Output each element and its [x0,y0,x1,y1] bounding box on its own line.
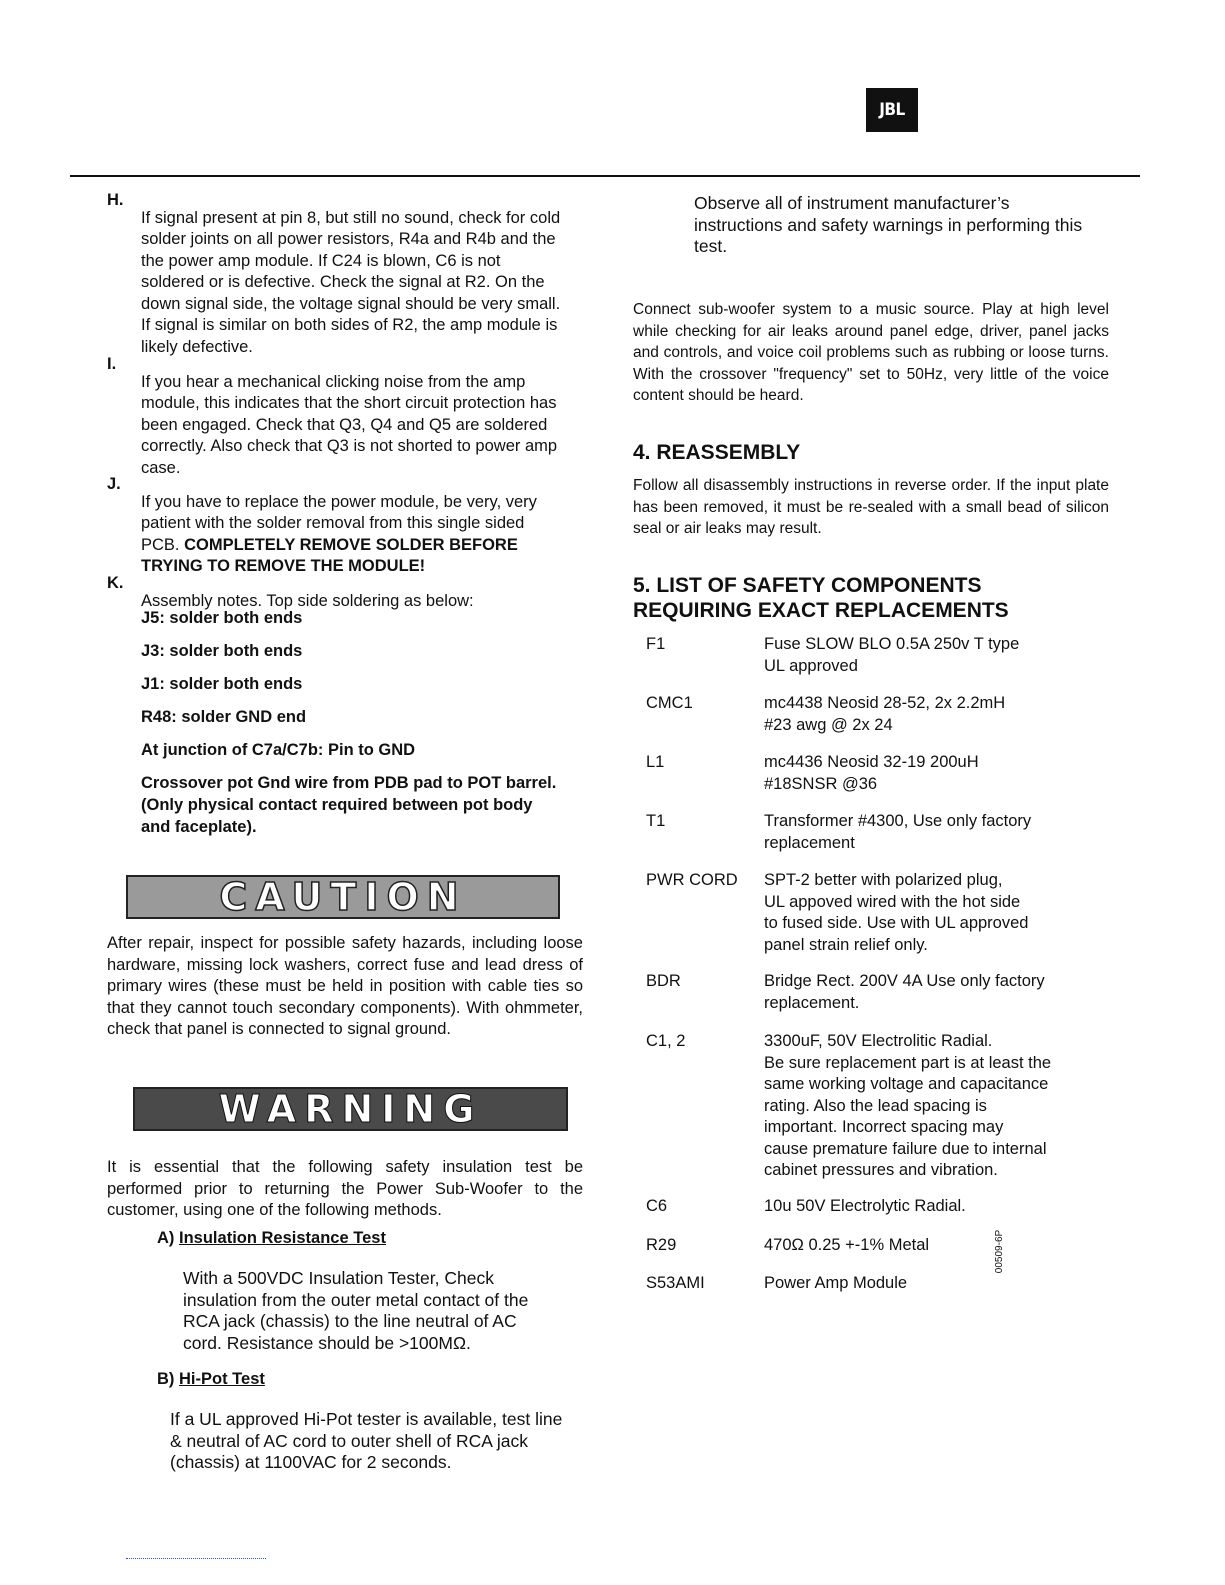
test-b-heading [157,1370,265,1389]
header-divider [70,175,1140,177]
document-code-text: 00509-6P [994,1229,1006,1273]
document-code [985,1225,1015,1277]
component-code: R29 [646,1236,677,1254]
component-code: S53AMI [646,1274,705,1292]
connect-text: Connect sub-woofer system to a music source. Play at high level while checking for air leaks around panel edge, driver, panel jacks and controls, and voice coil problems such as rubbing or loose turns. With the crossover "frequency" set to 50Hz, very little of the voice content should be heard. [633,301,1109,404]
warning-text: It is essential that the following safety insulation test be performed prior to returning the Power Sub-Woofer to the customer, using one of the following methods. [107,1158,583,1219]
safety-list-title: 5. LIST OF SAFETY COMPONENTS [633,574,982,597]
step-h-text: If signal present at pin 8, but still no sound, check for cold solder joints on all power resistors, R4a and R4b and the the power amp module. If C24 is blown, C6 is not soldered or is defective. Check the signal at R2. On the down signal side, the voltage signal should be very small. If signal is similar on both sides of R2, the amp module is likely defective. [141,208,561,356]
caution-banner: CAUTION [126,875,560,919]
test-b-prefix: B) [157,1370,175,1388]
observe-text: Observe all of instrument manufacturer’s instructions and safety warnings in performing this test. [694,193,1083,256]
test-b-text: If a UL approved Hi-Pot tester is available, test line & neutral of AC cord to outer shell of RCA jack (chassis) at 1100VAC for 2 seconds. [170,1409,563,1472]
component-desc: 470Ω 0.25 +-1% Metal [764,1236,930,1254]
assembly-note: J5: solder both ends [141,609,303,627]
assembly-note: J3: solder both ends [141,642,303,660]
footer-dotted-line [126,1558,266,1559]
safety-list-subtitle: REQUIRING EXACT REPLACEMENTS [633,599,1009,622]
test-b-title: Hi-Pot Test [179,1370,265,1388]
assembly-note: R48: solder GND end [141,708,307,726]
assembly-note: J1: solder both ends [141,675,303,693]
reassembly-text: Follow all disassembly instructions in reverse order. If the input plate has been removed, it must be re-sealed with a small bead of silicon seal or air leaks may result. [633,477,1109,537]
warning-banner: WARNING [133,1087,568,1131]
component-code: C1, 2 [646,1032,686,1050]
component-code: L1 [646,753,665,771]
component-desc: mc4436 Neosid 32-19 200uH #18SNSR @36 [764,753,979,793]
assembly-note-crossover: Crossover pot Gnd wire from PDB pad to POT barrel. (Only physical contact required between pot body and faceplate). [141,774,557,836]
step-j-label: J. [107,475,121,493]
step-i-label: I. [107,355,117,373]
component-code: CMC1 [646,694,693,712]
step-i-text: If you hear a mechanical clicking noise from the amp module, this indicates that the short circuit protection has been engaged. Check that Q3, Q4 and Q5 are soldered correctly. Also check that Q3 is not shorted to power amp case. [141,372,558,477]
test-a-title: Insulation Resistance Test [179,1229,386,1247]
component-desc: 3300uF, 50V Electrolitic Radial. Be sure replacement part is at least the same working voltage and capacitance rating. Also the lead spacing is important. Incorrect spacing may cause premature failure due to internal cabinet pressures and vibration. [764,1032,1052,1179]
component-code: F1 [646,635,666,653]
step-k-label: K. [107,574,124,592]
test-a-text: With a 500VDC Insulation Tester, Check insulation from the outer metal contact of the RCA jack (chassis) to the line neutral of AC cord. Resistance should be >100MΩ. [183,1268,529,1353]
component-code: BDR [646,972,681,990]
component-code: PWR CORD [646,871,738,889]
assembly-note: At junction of C7a/C7b: Pin to GND [141,741,416,759]
step-h-label: H. [107,191,124,209]
component-desc: mc4438 Neosid 28-52, 2x 2.2mH #23 awg @ 2x 24 [764,694,1006,734]
caution-text: After repair, inspect for possible safety hazards, including loose hardware, missing lock washers, correct fuse and lead dress of primary wires (these must be held in position with cable ties so that they cannot touch secondary components). With ohmmeter, check that panel is connected to signal ground. [107,934,583,1038]
component-desc: Power Amp Module [764,1274,908,1292]
component-desc: Bridge Rect. 200V 4A Use only factory replacement. [764,972,1045,1012]
component-desc: Transformer #4300, Use only factory replacement [764,812,1032,852]
test-a-prefix: A) [157,1229,175,1247]
reassembly-title: 4. REASSEMBLY [633,441,801,464]
step-j-text: If you have to replace the power module, be very, very patient with the solder removal from this single sided PCB. [141,492,537,554]
jbl-logo: JBL [866,88,918,132]
step-h [107,191,567,375]
component-desc: 10u 50V Electrolytic Radial. [764,1197,966,1215]
step-j-warning: COMPLETELY REMOVE SOLDER BEFORE TRYING TO REMOVE THE MODULE! [141,535,518,575]
component-code: C6 [646,1197,668,1215]
component-desc: SPT-2 better with polarized plug, UL appoved wired with the hot side to fused side. Use with UL approved panel strain relief only. [764,871,1029,954]
test-a-heading [157,1229,386,1248]
component-code: T1 [646,812,666,830]
component-desc: Fuse SLOW BLO 0.5A 250v T type UL approved [764,635,1020,675]
step-k-text: Assembly notes. Top side soldering as below: [141,591,474,610]
